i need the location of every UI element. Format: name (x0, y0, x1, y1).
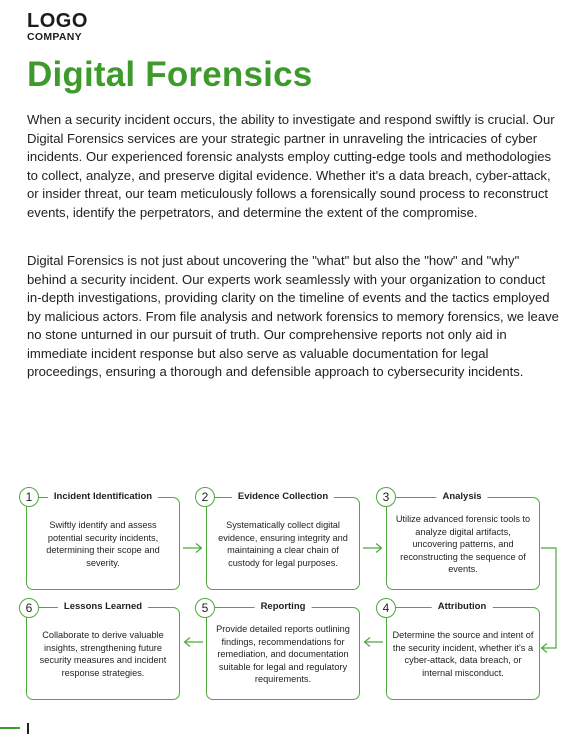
step-number-5: 5 (195, 598, 215, 618)
step-number-1: 1 (19, 487, 39, 507)
footer-divider (27, 723, 29, 734)
step-title-1: Incident Identification (48, 491, 158, 502)
step-title-5: Reporting (255, 601, 312, 612)
arrow-right-icon (182, 542, 204, 554)
arrow-left-icon (182, 636, 204, 648)
intro-paragraph: When a security incident occurs, the ability to investigate and respond swiftly is crucial. Our Digital Forensics services are your strategic partner in unraveling the intricacies of cyber incidents. Our experienced forensic analysts employ cutting-edge tools and methodologies to collect, analyze, and preserve digital evidence. Whether it's a data breach, cyber-attack, or insider threat, our team meticulously follows a forensically sound process to reconstruct events, identify the perpetrators, and determine the extent of the compromise. (27, 112, 555, 220)
step-description-6: Collaborate to derive valuable insights, strengthening future security measures and incident response strategies. (39, 630, 167, 678)
step-description-5: Provide detailed reports outlining findings, recommendations for remediation, and documentation suitable for legal and regulatory requirements. (216, 624, 350, 684)
step-title-4: Attribution (432, 601, 493, 612)
footer-accent-line (0, 727, 20, 729)
company-logo (27, 11, 88, 43)
logo-subtext: COMPANY (27, 31, 82, 43)
step-description-4: Determine the source and intent of the security incident, whether it's a cyber-attack, data breach, or internal misconduct. (392, 630, 534, 678)
arrow-left-icon (362, 636, 384, 648)
page-title: Digital Forensics (27, 55, 313, 94)
step-description-3: Utilize advanced forensic tools to analyze digital artifacts, uncovering patterns, and reconstructing the sequence of events. (395, 514, 531, 574)
step-title-3: Analysis (436, 491, 487, 502)
step-number-2: 2 (195, 487, 215, 507)
step-title-2: Evidence Collection (232, 491, 334, 502)
arrow-right-icon (362, 542, 384, 554)
step-description-2: Systematically collect digital evidence, ensuring integrity and maintaining a clear chain of custody for legal purposes. (218, 520, 348, 568)
logo-text: LOGO (27, 10, 88, 32)
step-description-1: Swiftly identify and assess potential security incidents, determining their scope and severity. (46, 520, 160, 568)
details-paragraph: Digital Forensics is not just about uncovering the "what" but also the "how" and "why" behind a security incident. Our experts work seamlessly with your organization to conduct in-depth investigations, providing clarity on the timeline of events and the tactics employed by malicious actors. From file analysis and network forensics to memory forensics, we leave no stone unturned in our pursuit of truth. Our comprehensive reports not only aid in immediate incident response but also serve as valuable documentation for legal proceedings, ensuring a thorough and defensible approach to cybersecurity incidents. (27, 253, 559, 379)
arrow-turn-down-icon (540, 543, 560, 655)
step-title-6: Lessons Learned (58, 601, 148, 612)
step-number-6: 6 (19, 598, 39, 618)
step-number-4: 4 (376, 598, 396, 618)
step-number-3: 3 (376, 487, 396, 507)
